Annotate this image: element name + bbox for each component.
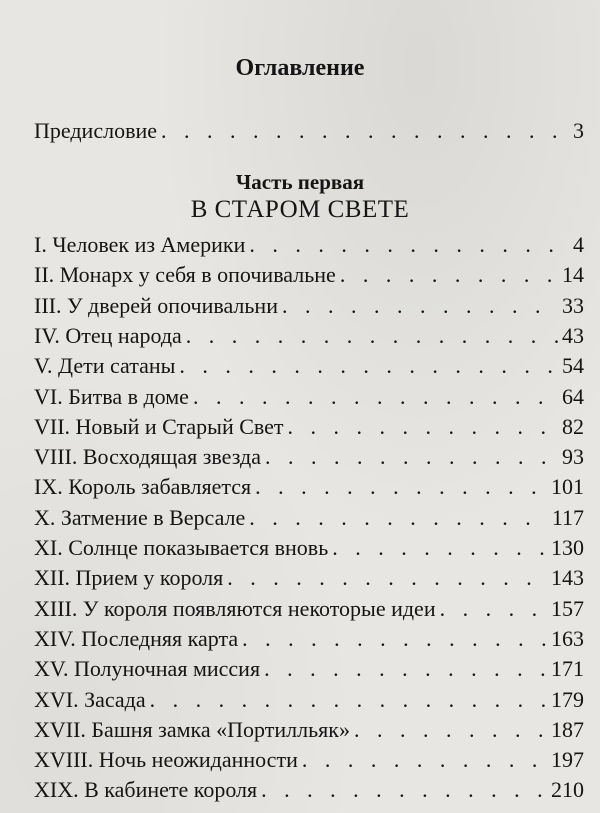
toc-entry-label: VIII. Восходящая звезда [34,444,261,469]
dot-leader [261,776,547,804]
toc-entry-label: I. Человек из Америки [34,232,246,257]
dot-leader [193,383,558,411]
toc-entry [34,595,584,623]
toc-entry [34,413,584,441]
toc-entry-page: 171 [551,656,584,681]
toc-entry-page: 3 [573,118,584,143]
toc-entry-page: 64 [562,384,584,409]
toc-entry-label: XVIII. Ночь неожиданности [34,747,298,772]
toc-entry [34,686,584,714]
toc-entry-page: 93 [562,444,584,469]
toc-entry-page: 197 [551,747,584,772]
dot-leader [179,352,558,380]
dot-leader [255,473,547,501]
toc-entry-page: 54 [562,353,584,378]
dot-leader [150,686,547,714]
toc-entry [34,383,584,411]
toc-entry-label: VI. Битва в доме [34,384,189,409]
toc-entry [34,716,584,744]
toc-entry-page: 14 [562,262,584,287]
toc-entry-label: X. Затмение в Версале [34,505,246,530]
toc-entry [34,352,584,380]
toc-entry-label: IX. Король забавляется [34,474,252,499]
toc-entry [34,655,584,683]
toc-title: Оглавление [235,55,365,81]
toc-entry-label: XVII. Башня замка «Портилльяк» [34,717,350,742]
toc-entry [34,231,584,259]
toc-entry [34,261,584,289]
toc-entry-label: VII. Новый и Старый Свет [34,414,284,439]
toc-entry [34,746,584,774]
toc-entry-label: II. Монарх у себя в опочивальне [34,262,336,287]
toc-entry-label: III. У дверей опочивальни [34,293,278,318]
dot-leader [282,292,558,320]
toc-entry-label: V. Дети сатаны [34,353,176,378]
dot-leader [332,534,547,562]
toc-entry [34,292,584,320]
dot-leader [264,655,547,683]
dot-leader [302,746,547,774]
toc-entry-page: 187 [551,717,584,742]
dot-leader [340,261,558,289]
toc-entry-page: 130 [551,535,584,560]
toc-entry-page: 163 [551,626,584,651]
toc-entry-label: XI. Солнце показывается вновь [34,535,329,560]
toc-entry [34,564,584,592]
toc-entry-page: 157 [551,596,584,621]
toc-entry [34,322,584,350]
toc-entry-label: XIII. У короля появляются некоторые идеи [34,596,436,621]
dot-leader [186,322,558,350]
part-subtitle: В СТАРОМ СВЕТЕ [190,196,410,223]
toc-entry-label: XV. Полуночная миссия [34,656,261,681]
toc-entry [34,776,584,804]
toc-entry-label: Предисловие [34,118,157,143]
toc-entry-label: XIV. Последняя карта [34,626,239,651]
toc-entry [34,504,584,532]
dot-leader [265,443,558,471]
dot-leader [249,504,548,532]
part-title: Часть первая [235,170,365,194]
toc-entry-page: 210 [551,777,584,802]
toc-entry-page: 101 [551,474,584,499]
toc-entry-page: 4 [573,232,584,257]
toc-entry-page: 43 [562,323,584,348]
toc-entry [34,473,584,501]
toc-entry-preface [34,117,584,145]
toc-entry [34,625,584,653]
dot-leader [440,595,547,623]
toc-entry-page: 143 [551,565,584,590]
dot-leader [288,413,558,441]
dot-leader [227,564,547,592]
toc-entry-page: 179 [551,687,584,712]
toc-entry [34,443,584,471]
toc-entry-page: 117 [551,505,584,530]
toc-entry-label: XIX. В кабинете короля [34,777,258,802]
toc-entry-page: 33 [562,293,584,318]
toc-entry-page: 82 [562,414,584,439]
toc-entry-label: IV. Отец народа [34,323,182,348]
dot-leader [249,231,569,259]
dot-leader [242,625,547,653]
dot-leader [161,117,569,145]
toc-entry [34,534,584,562]
toc-entry-label: XII. Прием у короля [34,565,224,590]
toc-entry-label: XVI. Засада [34,687,146,712]
dot-leader [354,716,547,744]
